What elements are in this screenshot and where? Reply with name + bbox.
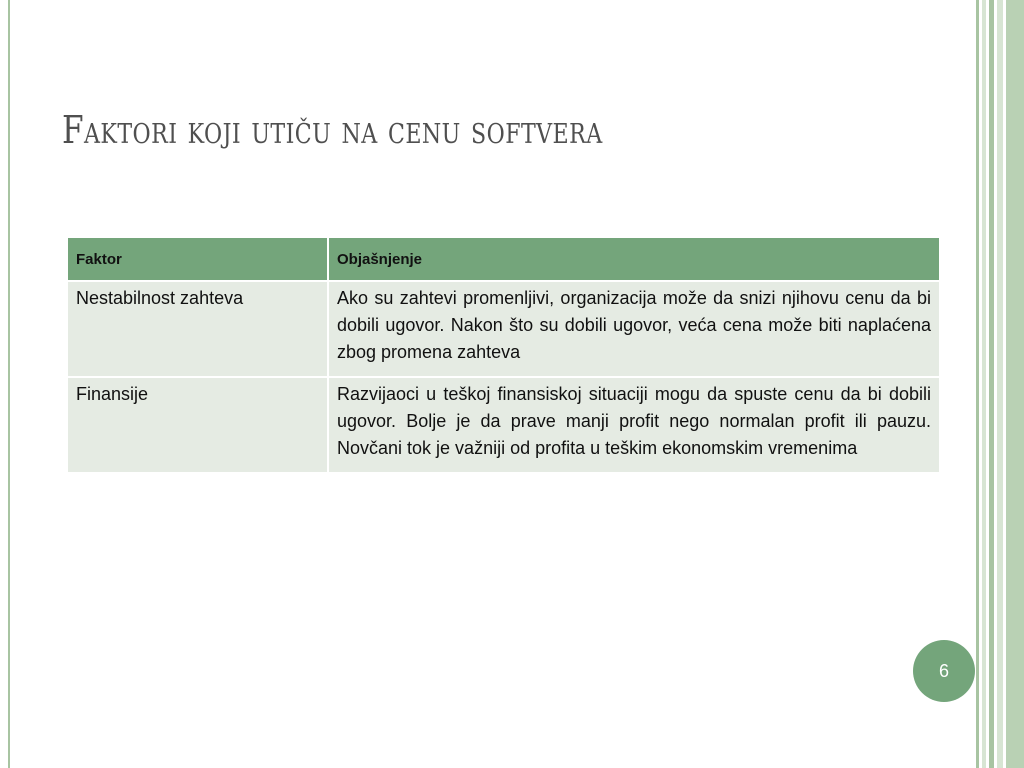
column-header-factor: Faktor: [68, 238, 329, 282]
page-number: 6: [938, 660, 949, 681]
slide-frame-left-line: [8, 0, 10, 768]
slide-title: Faktori koji utiču na cenu softvera: [62, 108, 603, 152]
explanation-cell: Ako su zahtevi promenljivi, organizacija može da snizi njihovu cenu da bi dobili ugovor. Nakon što su dobili ugovor, veća cena može biti naplaćena zbog promena zahteva: [329, 282, 939, 378]
frame-stripe: [982, 0, 986, 768]
frame-stripe: [989, 0, 994, 768]
factor-cell: Finansije: [68, 378, 329, 474]
factor-cell: Nestabilnost zahteva: [68, 282, 329, 378]
page-number-badge: [913, 640, 975, 702]
frame-stripe: [1006, 0, 1024, 768]
factors-table-container: [68, 238, 939, 474]
explanation-cell: Razvijaoci u teškoj finansiskoj situaciji mogu da spuste cenu da bi dobili ugovor. Bolje je da prave manji profit nego normalan profit ili pauzu. Novčani tok je važniji od profita u teškim ekonomskim vremenima: [329, 378, 939, 474]
factors-table: [68, 238, 939, 474]
frame-stripe: [997, 0, 1003, 768]
column-header-explanation: Objašnjenje: [329, 238, 939, 282]
table-row: [68, 282, 939, 378]
table-header-row: [68, 238, 939, 282]
frame-stripe: [976, 0, 979, 768]
slide-frame-right-stripes: [976, 0, 1024, 768]
table-row: [68, 378, 939, 474]
